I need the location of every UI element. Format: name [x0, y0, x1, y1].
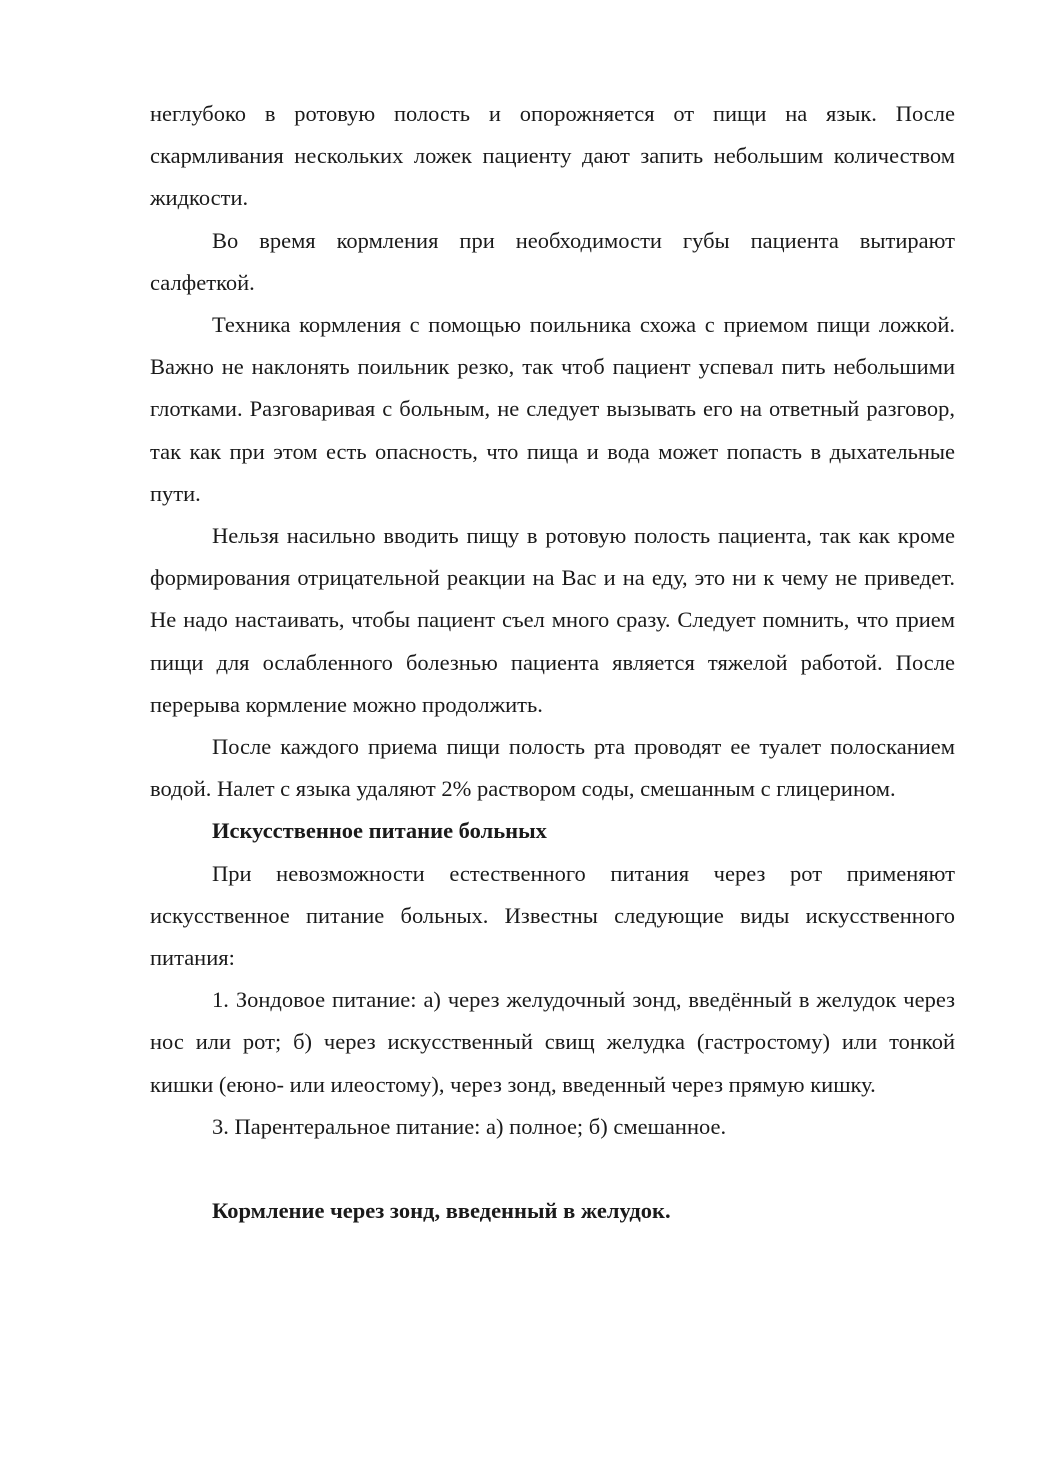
paragraph-parenteral-nutrition: 3. Парентеральное питание: а) полное; б) смешанное. [212, 1113, 727, 1139]
paragraph-wipe-lips: Во время кормления при необходимости губы пациента вытирают салфеткой. [150, 227, 955, 295]
paragraph-tube-feeding: 1. Зондовое питание: а) через желудочный зонд, введённый в желудок через нос или рот; б) через искусственный свищ желудка (гастростому) или тонкой кишки (еюно- или илеостому), через зонд, введенный через прямую кишку. [150, 987, 955, 1097]
paragraph-no-forced-feeding: Нельзя насильно вводить пищу в ротовую полость пациента, так как кроме формирования отрицательной реакции на Вас и на еду, это ни к чему не приведет. Не надо настаивать, чтобы пациент съел много сразу. Следует помнить, что прием пищи для ослабленного болезнью пациента является тяжелой работой. После перерыва кормление можно продолжить. [150, 523, 955, 717]
paragraph-artificial-nutrition-intro: При невозможности естественного питания через рот применяют искусственное питание больных. Известны следующие виды искусственного питания: [150, 860, 955, 971]
document-body [150, 93, 955, 1232]
blank-line [150, 1148, 955, 1190]
paragraph-oral-hygiene: После каждого приема пищи полость рта проводят ее туалет полосканием водой. Налет с языка удаляют 2% раствором соды, смешанным с глицерином. [150, 734, 955, 802]
paragraph-sippy-cup-technique: Техника кормления с помощью поильника схожа с приемом пищи ложкой. Важно не наклонять поильник резко, так чтоб пациент успевал пить небольшими глотками. Разговаривая с больным, не следует вызывать его на ответный разговор, так как при этом есть опасность, что пища и вода может попасть в дыхательные пути. [150, 312, 955, 506]
paragraph-feeding-spoon-end: неглубоко в ротовую полость и опорожняется от пищи на язык. После скармливания нескольких ложек пациенту дают запить небольшим количеством жидкости. [150, 101, 955, 211]
heading-gastric-tube-feeding: Кормление через зонд, введенный в желудок. [212, 1198, 671, 1224]
heading-artificial-nutrition: Искусственное питание больных [212, 818, 547, 844]
